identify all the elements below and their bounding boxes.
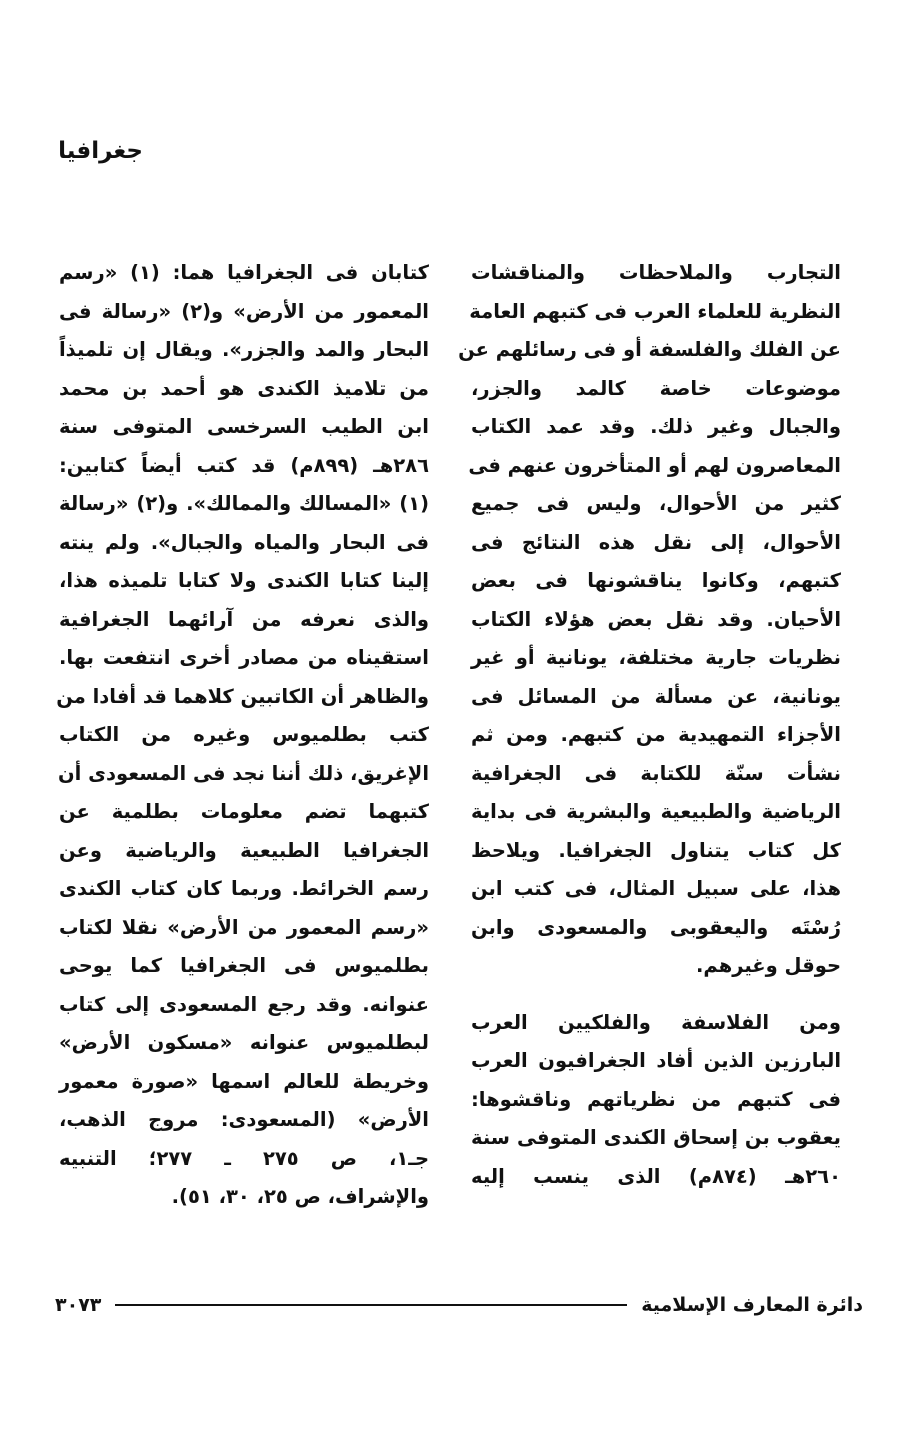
paragraph-right-1 — [458, 254, 841, 986]
page-number: ٣٠٧٣ — [55, 1294, 102, 1316]
text-line: الأحيان. وقد نقل بعض هؤلاء الكتاب — [471, 607, 841, 631]
page-footer — [55, 1292, 863, 1318]
text-line: والظاهر أن الكاتبين كلاهما قد أفادا من — [56, 684, 429, 708]
text-line: حوقل وغيرهم. — [696, 954, 841, 977]
text-line: كتبهم، وكانوا يناقشونها فى بعض — [471, 569, 841, 592]
text-line: فى كتبهم من نظرياتهم وناقشوها: — [471, 1087, 841, 1111]
text-line: النظرية للعلماء العرب فى كتبهم العامة — [469, 299, 841, 323]
text-line: والإشراف، ص ٢٥، ٣٠، ٥١). — [171, 1185, 429, 1208]
text-line: الأحوال، إلى نقل هذه النتائج فى — [471, 530, 841, 554]
text-line: ٢٦٠هـ (٨٧٤م) الذى ينسب إليه — [471, 1164, 841, 1188]
text-line: ابن الطيب السرخسى المتوفى سنة — [59, 415, 429, 438]
text-line: الإغريق، ذلك أننا نجد فى المسعودى أن — [58, 761, 429, 785]
text-line: الأرض» (المسعودى: مروج الذهب، — [59, 1108, 429, 1131]
text-line: كتبهما تضم معلومات بطلمية عن — [59, 800, 429, 823]
text-line: ٢٨٦هـ (٨٩٩م) قد كتب أيضاً كتابين: — [59, 453, 429, 477]
text-line: عنوانه. وقد رجع المسعودى إلى كتاب — [59, 992, 429, 1016]
text-line: نظريات جارية مختلفة، يونانية أو غير — [471, 646, 841, 669]
text-line: بطلميوس فى الجغرافيا كما يوحى — [59, 954, 429, 977]
text-line: فى البحار والمياه والجبال». ولم ينته — [59, 530, 429, 554]
text-line: وخريطة للعالم اسمها «صورة معمور — [59, 1069, 429, 1093]
text-line: البارزين الذين أفاد الجغرافيون العرب — [471, 1049, 841, 1072]
text-line: عن الفلك والفلسفة أو فى رسائلهم عن — [458, 338, 841, 361]
text-line: كتابان فى الجغرافيا هما: (١) «رسم — [59, 261, 430, 284]
paragraph-left-1 — [56, 254, 430, 1217]
text-line: الأجزاء التمهيدية من كتبهم. ومن ثم — [471, 723, 841, 746]
footer-rule — [115, 1304, 627, 1306]
text-line: رُسْتَه واليعقوبى والمسعودى وابن — [471, 915, 841, 939]
text-line: جـ١، ص ٢٧٥ ـ ٢٧٧؛ التنبيه — [59, 1146, 429, 1170]
text-line: هذا، على سبيل المثال، فى كتب ابن — [471, 877, 841, 900]
text-line: (١) «المسالك والممالك». و(٢) «رسالة — [59, 492, 429, 515]
text-line: يونانية، عن مسألة من المسائل فى — [471, 684, 841, 708]
text-column-right — [458, 254, 841, 1196]
text-line: رسم الخرائط. وربما كان كتاب الكندى — [59, 877, 429, 900]
text-line: البحار والمد والجزر». ويقال إن تلميذاً — [59, 338, 429, 361]
text-line: ومن الفلاسفة والفلكيين العرب — [471, 1010, 841, 1034]
text-line: والجبال وغير ذلك. وقد عمد الكتاب — [471, 415, 841, 438]
text-line: من تلاميذ الكندى هو أحمد بن محمد — [59, 376, 429, 400]
text-line: والذى نعرفه من آرائهما الجغرافية — [59, 607, 429, 631]
text-line: نشأت سنّة للكتابة فى الجغرافية — [471, 761, 841, 785]
text-line: إلينا كتابا الكندى ولا كتابا تلميذه هذا، — [59, 569, 429, 592]
text-line: المعاصرون لهم أو المتأخرون عنهم فى — [468, 453, 841, 477]
text-line: المعمور من الأرض» و(٢) «رسالة فى — [59, 299, 429, 323]
paragraph-right-2 — [471, 1004, 841, 1197]
text-line: يعقوب بن إسحاق الكندى المتوفى سنة — [471, 1126, 841, 1149]
text-line: الرياضية والطبيعية والبشرية فى بداية — [471, 800, 841, 823]
text-line: كل كتاب يتناول الجغرافيا. ويلاحظ — [471, 838, 841, 862]
text-line: كثير من الأحوال، وليس فى جميع — [471, 492, 841, 515]
text-line: «رسم المعمور من الأرض» نقلا لكتاب — [59, 915, 429, 939]
running-title: جغرافيا — [58, 138, 143, 164]
journal-name: دائرة المعارف الإسلامية — [641, 1294, 863, 1316]
text-line: الجغرافيا الطبيعية والرياضية وعن — [59, 838, 429, 862]
text-line: كتب بطلميوس وغيره من الكتاب — [59, 723, 429, 746]
text-line: استقيناه من مصادر أخرى انتفعت بها. — [59, 646, 429, 669]
text-line: موضوعات خاصة كالمد والجزر، — [471, 376, 841, 400]
text-column-left — [56, 254, 430, 1217]
text-line: التجارب والملاحظات والمناقشات — [471, 261, 841, 284]
text-line: لبطلميوس عنوانه «مسكون الأرض» — [59, 1031, 429, 1054]
